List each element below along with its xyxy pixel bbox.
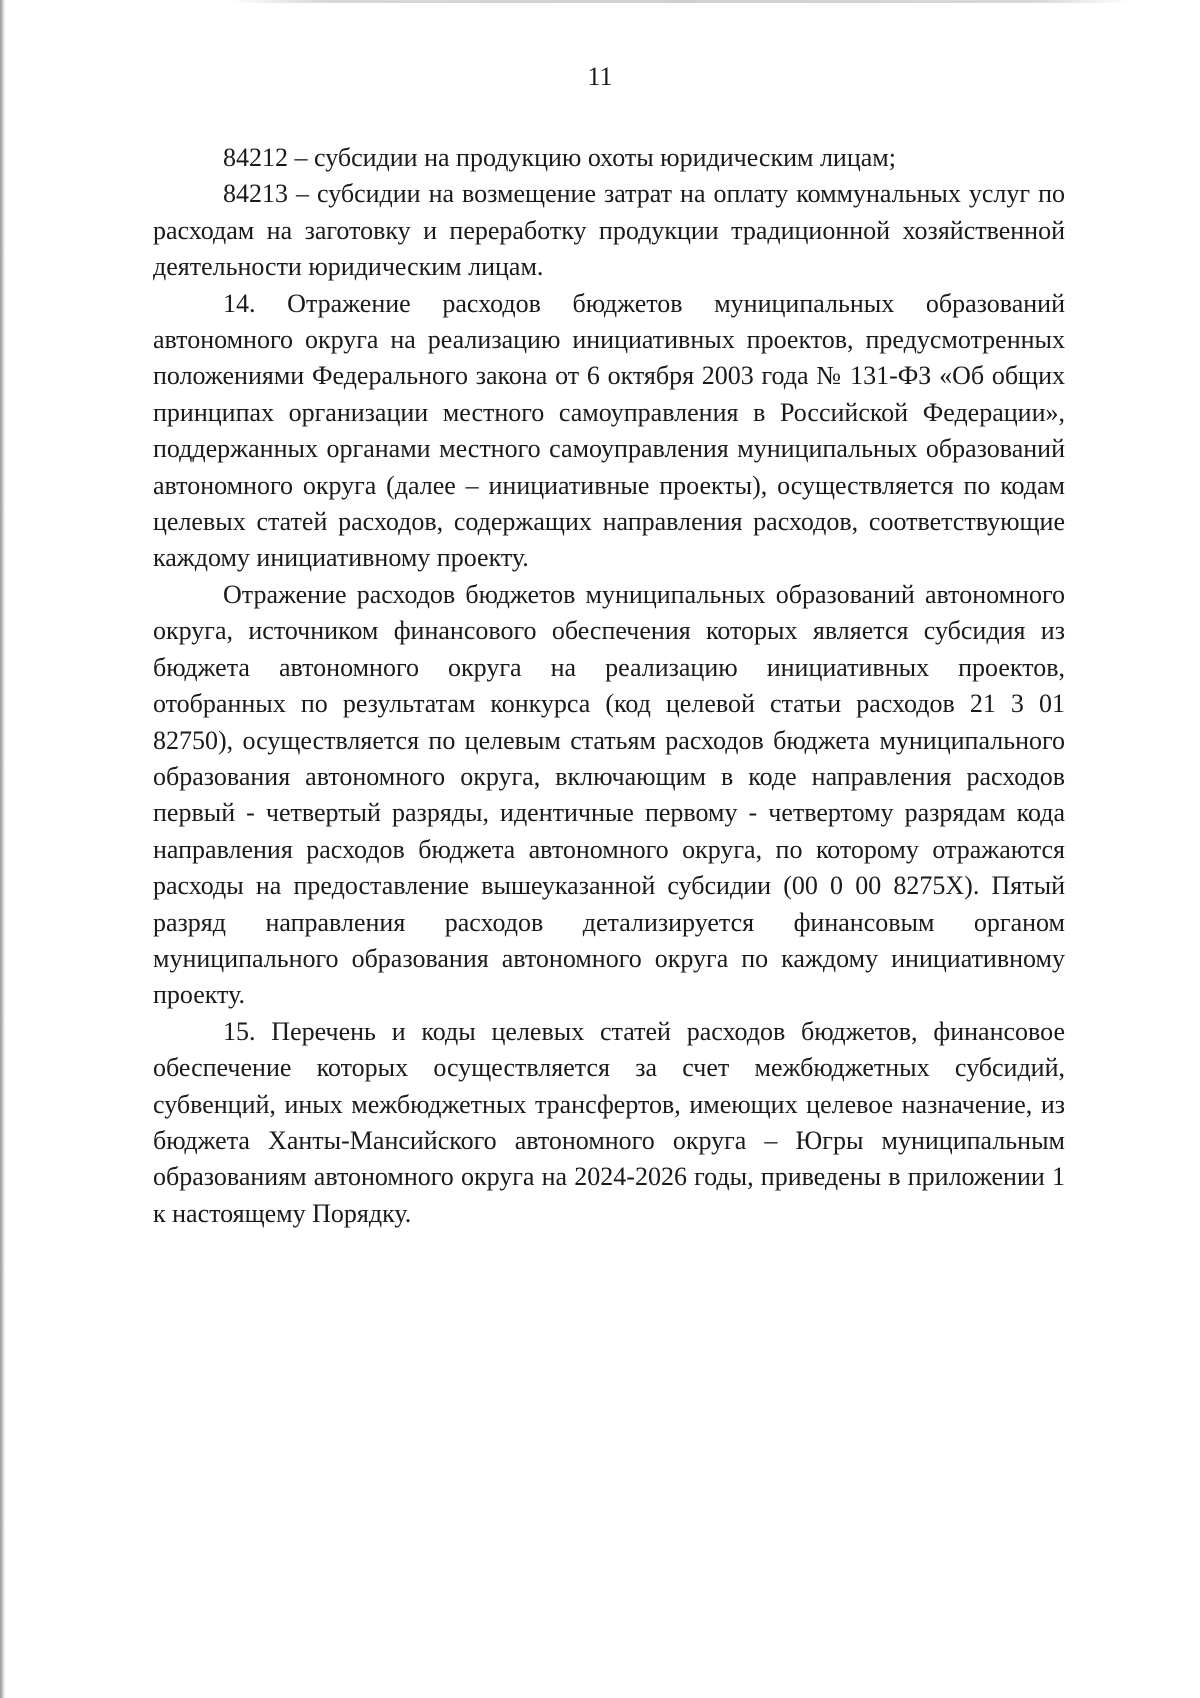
document-body xyxy=(153,140,1065,1232)
paragraph-initiative-subsidy: Отражение расходов бюджетов муниципальных образований автономного округа, источником финансового обеспечения которых является субсидия из бюджета автономного округа на реализацию инициативных проектов, отобранных по результатам конкурса (код целевой статьи расходов 21 3 01 82750), осуществляется по целевым статьям расходов бюджета муниципального образования автономного округа, включающим в коде направления расходов первый - четвертый разряды, идентичные первому - четвертому разрядам кода направления расходов бюджета автономного округа, по которому отражаются расходы на предоставление вышеуказанной субсидии (00 0 00 8275Х). Пятый разряд направления расходов детализируется финансовым органом муниципального образования автономного округа по каждому инициативному проекту. xyxy=(153,579,1065,1010)
page-number: 11 xyxy=(587,62,613,91)
scan-left-edge xyxy=(0,0,5,1698)
paragraph-14: 14. Отражение расходов бюджетов муниципальных образований автономного округа на реализацию инициативных проектов, предусмотренных положениями Федерального закона от 6 октября 2003 года № 131-ФЗ «Об общих принципах организации местного самоуправления в Российской Федерации», поддержанных органами местного самоуправления муниципальных образований автономного округа (далее – инициативные проекты), осуществляется по кодам целевых статей расходов, содержащих направления расходов, соответствующие каждому инициативному проекту. xyxy=(153,288,1065,573)
scan-top-edge xyxy=(230,0,1130,3)
paragraph-84212: 84212 – субсидии на продукцию охоты юридическим лицам; xyxy=(223,143,896,172)
paragraph-15: 15. Перечень и коды целевых статей расходов бюджетов, финансовое обеспечение которых осуществляется за счет межбюджетных субсидий, субвенций, иных межбюджетных трансфертов, имеющих целевое назначение, из бюджета Ханты-Мансийского автономного округа – Югры муниципальным образованиям автономного округа на 2024-2026 годы, приведены в приложении 1 к настоящему Порядку. xyxy=(153,1016,1065,1228)
paragraph-84213: 84213 – субсидии на возмещение затрат на оплату коммунальных услуг по расходам на заготовку и переработку продукции традиционной хозяйственной деятельности юридическим лицам. xyxy=(153,179,1065,282)
